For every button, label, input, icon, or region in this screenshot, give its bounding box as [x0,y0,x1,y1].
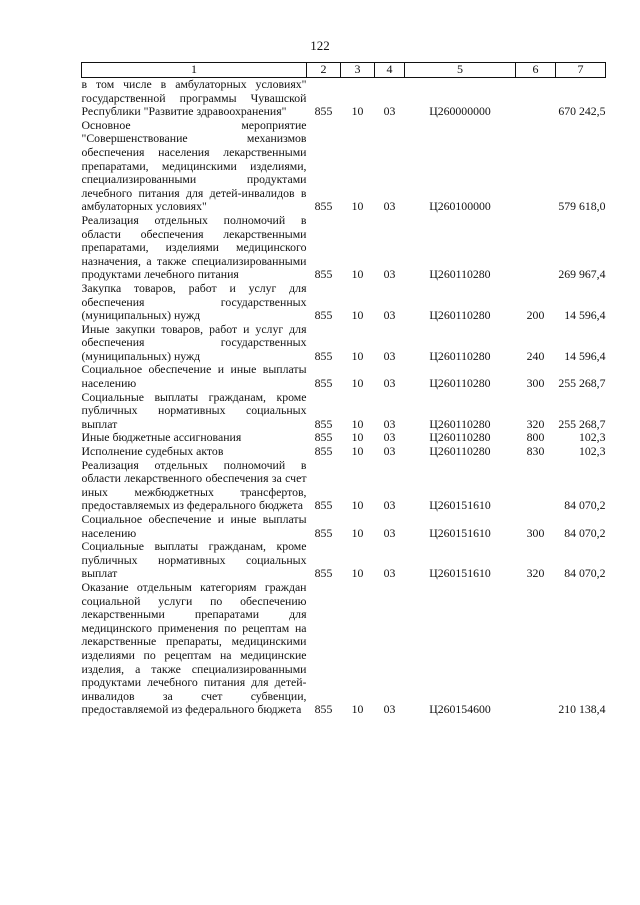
table-row [82,214,606,282]
header-row [82,63,606,78]
subsection-code: 03 [383,444,396,459]
item-name: Социальное обеспечение и иные выплаты населению [81,362,307,391]
target-article-code: Ц260151610 [429,498,491,513]
section-code: 10 [351,566,364,581]
item-name: Иные бюджетные ассигнования [81,430,242,445]
target-article-code: Ц260000000 [429,104,491,119]
ministry-code: 855 [314,498,333,513]
subsection-code: 03 [383,702,396,717]
target-article-code: Ц260100000 [429,199,491,214]
expense-type-code: 830 [526,444,545,459]
target-article-code: Ц260110280 [429,376,491,391]
table-row [82,513,606,540]
table-row [82,282,606,323]
item-name: в том числе в амбулаторных условиях" государственной программы Чувашской Республики "Развитие здравоохранения" [81,77,307,119]
ministry-code: 855 [314,430,333,445]
section-code: 10 [351,308,364,323]
section-code: 10 [351,267,364,282]
item-name: Закупка товаров, работ и услуг для обеспечения государственных (муниципальных) нужд [81,280,307,323]
table-row [82,459,606,513]
budget-table [81,62,606,717]
section-code: 10 [351,430,364,445]
table-row [82,445,606,459]
subsection-code: 03 [383,104,396,119]
target-article-code: Ц260151610 [429,566,491,581]
amount: 84 070,2 [564,525,606,540]
item-name: Реализация отдельных полномочий в области обеспечения лекарственными препаратами, изделиями медицинского назначения, а также специализированными продуктами лечебного питания [81,212,307,282]
amount: 579 618,0 [558,199,606,214]
amount: 14 596,4 [564,348,606,363]
subsection-code: 03 [383,199,396,214]
amount: 84 070,2 [564,566,606,581]
expense-type-code [516,459,556,513]
ministry-code: 855 [314,566,333,581]
expense-type-code: 240 [526,348,545,363]
expense-type-code: 300 [526,376,545,391]
item-name: Иные закупки товаров, работ и услуг для обеспечения государственных (муниципальных) нужд [81,321,307,363]
ministry-code: 855 [314,104,333,119]
subsection-code: 03 [383,308,396,323]
table-row [82,363,606,390]
ministry-code: 855 [314,308,333,323]
expense-type-code [516,119,556,214]
expense-type-code: 320 [526,566,545,581]
expense-type-code: 800 [526,430,545,445]
header-col-2: 2 [307,63,341,78]
item-name: Социальные выплаты гражданам, кроме публичных нормативных социальных выплат [81,539,307,581]
subsection-code: 03 [383,348,396,363]
table-row [82,78,606,119]
ministry-code: 855 [314,525,333,540]
header-col-5: 5 [405,63,516,78]
amount: 255 268,7 [558,376,606,391]
table-row [82,391,606,432]
ministry-code: 855 [314,416,333,431]
expense-type-code: 200 [526,308,545,323]
section-code: 10 [351,702,364,717]
expense-type-code [516,581,556,717]
table-row [82,540,606,581]
amount: 102,3 [578,430,606,445]
target-article-code: Ц260110280 [429,267,491,282]
expense-type-code: 320 [526,416,545,431]
target-article-code: Ц260110280 [429,416,491,431]
section-code: 10 [351,416,364,431]
header-col-4: 4 [375,63,405,78]
table-row [82,581,606,717]
amount: 269 967,4 [558,267,606,282]
section-code: 10 [351,376,364,391]
ministry-code: 855 [314,348,333,363]
subsection-code: 03 [383,416,396,431]
section-code: 10 [351,104,364,119]
item-name: Реализация отдельных полномочий в области лекарственного обеспечения за счет иных межбюджетных трансфертов, предоставляемых из федерального бюджета [81,457,307,513]
page-number: 122 [310,38,330,53]
table-row [82,119,606,214]
table-row [82,323,606,364]
amount: 670 242,5 [558,104,606,119]
section-code: 10 [351,525,364,540]
item-name: Социальные выплаты гражданам, кроме публичных нормативных социальных выплат [81,389,307,431]
subsection-code: 03 [383,376,396,391]
subsection-code: 03 [383,525,396,540]
subsection-code: 03 [383,566,396,581]
expense-type-code: 300 [526,525,545,540]
section-code: 10 [351,444,364,459]
ministry-code: 855 [314,702,333,717]
section-code: 10 [351,199,364,214]
table-row [82,431,606,445]
section-code: 10 [351,348,364,363]
target-article-code: Ц260110280 [429,444,491,459]
header-col-1: 1 [82,63,307,78]
target-article-code: Ц260110280 [429,308,491,323]
ministry-code: 855 [314,199,333,214]
subsection-code: 03 [383,430,396,445]
amount: 210 138,4 [558,702,606,717]
ministry-code: 855 [314,444,333,459]
ministry-code: 855 [314,376,333,391]
amount: 84 070,2 [564,498,606,513]
target-article-code: Ц260110280 [429,430,491,445]
amount: 102,3 [578,444,606,459]
target-article-code: Ц260154600 [429,702,491,717]
header-col-6: 6 [516,63,556,78]
item-name: Оказание отдельным категориям граждан социальной услуги по обеспечению лекарственными препаратами для медицинского применения по рецептам на лекарственные препараты, медицинскими изделиями по рецептам на медицинские изделия, а также специализированными продуктами лечебного питания для детей-инвалидов за счет субвенции, предоставляемой из федерального бюджета [81,579,307,717]
subsection-code: 03 [383,498,396,513]
expense-type-code [516,78,556,119]
item-name: Социальное обеспечение и иные выплаты населению [81,512,307,540]
expense-type-code [516,214,556,282]
header-col-7: 7 [556,63,606,78]
amount: 255 268,7 [558,416,606,431]
header-col-3: 3 [341,63,375,78]
subsection-code: 03 [383,267,396,282]
target-article-code: Ц260151610 [429,525,491,540]
amount: 14 596,4 [564,308,606,323]
item-name: Исполнение судебных актов [81,444,224,459]
ministry-code: 855 [314,267,333,282]
section-code: 10 [351,498,364,513]
target-article-code: Ц260110280 [429,348,491,363]
item-name: Основное мероприятие "Совершенствование механизмов обеспечения населения лекарственными препаратами, медицинскими изделиями, специализированными продуктами лечебного питания для детей-инвалидов в амбулаторных условиях" [81,117,307,214]
